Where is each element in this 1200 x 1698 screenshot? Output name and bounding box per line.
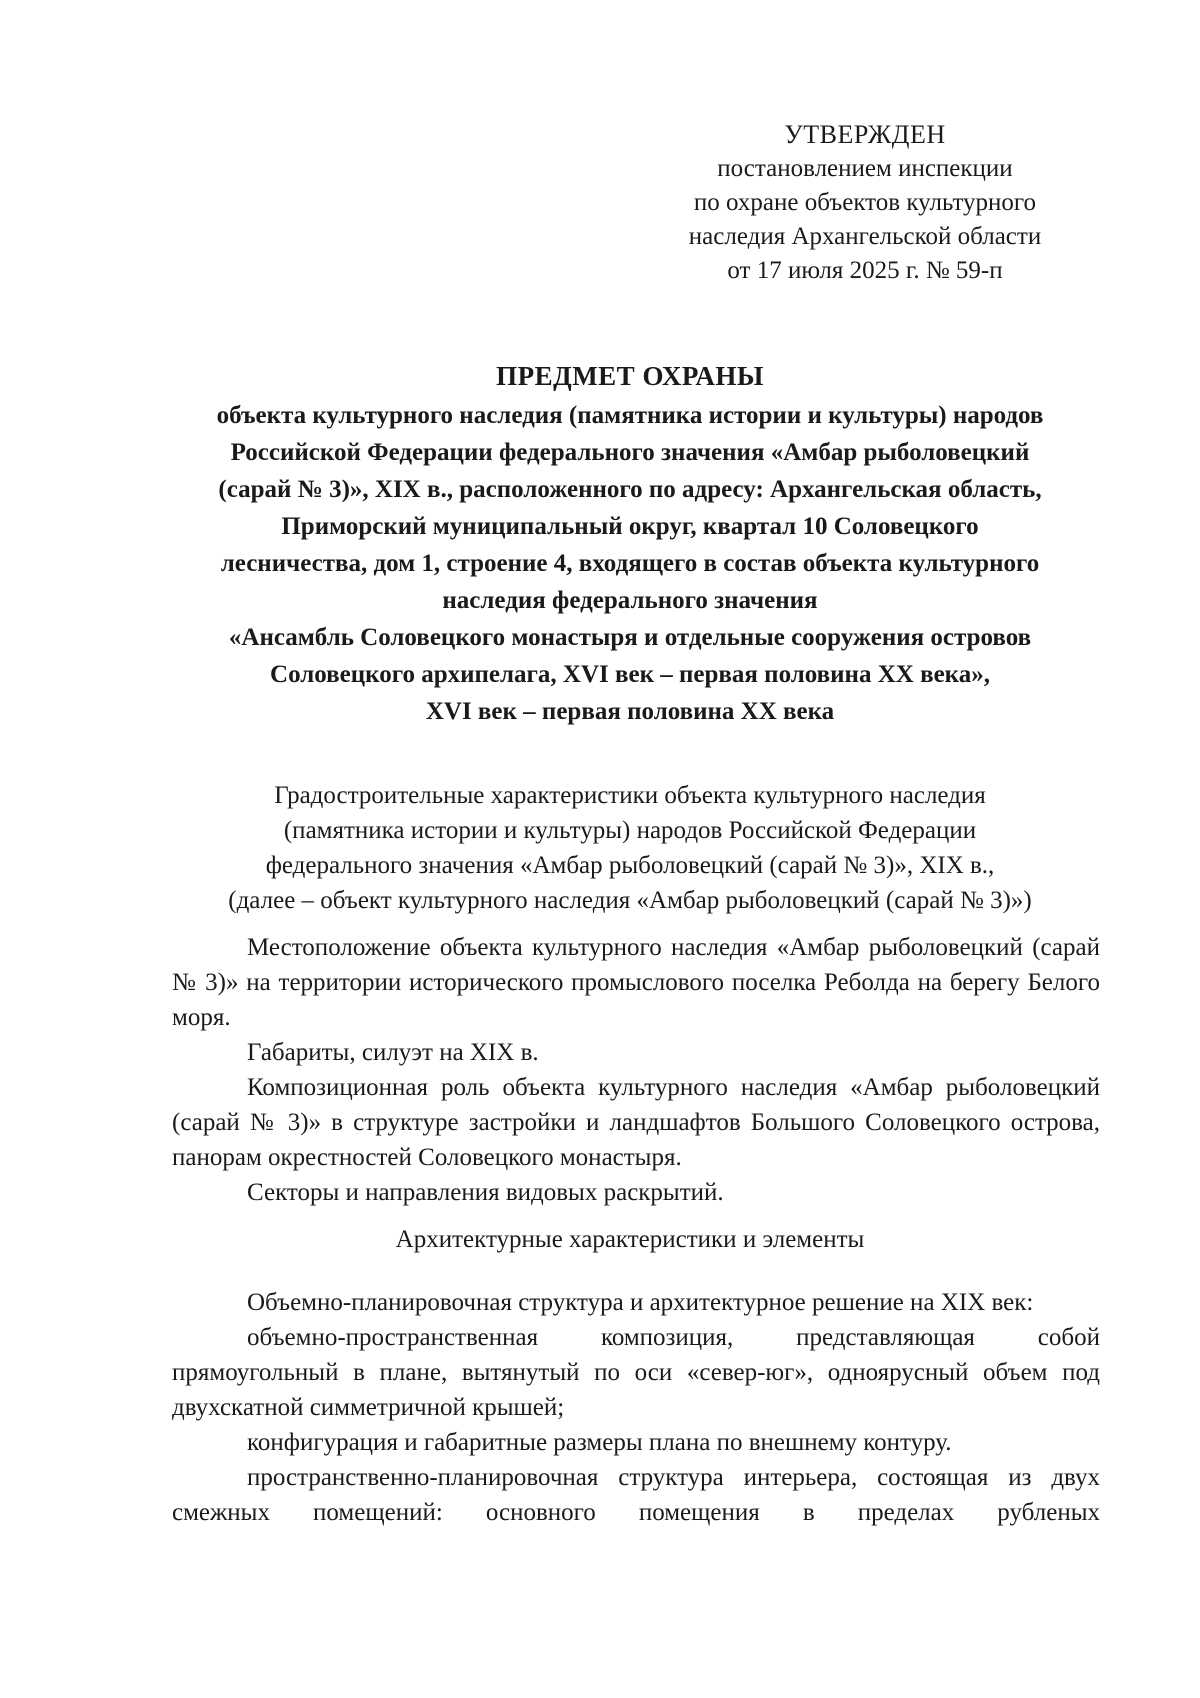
- paragraph: Местоположение объекта культурного наследия «Амбар рыболовецкий (сарай № 3)» на территории исторического промыслового поселка Реболда на берегу Белого моря.: [172, 934, 1100, 1031]
- urban-section-body: [172, 930, 1100, 1210]
- approval-line: постановлением инспекции: [717, 155, 1013, 182]
- heading-line: «Ансамбль Соловецкого монастыря и отдельные сооружения островов: [228, 624, 1032, 651]
- heading-line: (сарай № 3)», XIX в., расположенного по адресу: Архангельская область,: [218, 476, 1042, 503]
- approval-line: от 17 июля 2025 г. № 59-п: [727, 257, 1003, 284]
- approval-block: [640, 118, 1090, 288]
- paragraph: Объемно-планировочная структура и архитектурное решение на XIX век:: [247, 1289, 1034, 1316]
- approval-line: наследия Архангельской области: [688, 223, 1042, 250]
- paragraph: объемно-пространственная композиция, представляющая собой прямоугольный в плане, вытянутый по оси «север-юг», одноярусный объем под двухскатной симметричной крышей;: [172, 1324, 1100, 1421]
- heading-line: лесничества, дом 1, строение 4, входящего в состав объекта культурного: [220, 550, 1040, 577]
- paragraph: пространственно-планировочная структура интерьера, состоящая из двух смежных помещений: основного помещения в пределах рубленых: [172, 1464, 1100, 1526]
- paragraph: Композиционная роль объекта культурного наследия «Амбар рыболовецкий (сарай № 3)» в структуре застройки и ландшафтов Большого Соловецкого острова, панорам окрестностей Соловецкого монастыря.: [172, 1074, 1100, 1171]
- paragraph: конфигурация и габаритные размеры плана по внешнему контуру.: [247, 1429, 952, 1456]
- heading-line: Приморский муниципальный округ, квартал 10 Соловецкого: [281, 513, 979, 540]
- section-heading-line: (памятника истории и культуры) народов Российской Федерации: [283, 817, 977, 844]
- heading-line: Российской Федерации федерального значения «Амбар рыболовецкий: [230, 439, 1030, 466]
- heading-line: XVI век – первая половина XX века: [425, 698, 835, 725]
- section-heading-line: (далее – объект культурного наследия «Амбар рыболовецкий (сарай № 3)»): [228, 887, 1032, 914]
- approval-title: УТВЕРЖДЕН: [784, 120, 946, 149]
- paragraph: Секторы и направления видовых раскрытий.: [247, 1179, 724, 1206]
- architectural-section-heading: Архитектурные характеристики и элементы: [395, 1226, 865, 1253]
- urban-section-heading: [160, 778, 1100, 918]
- heading-line: наследия федерального значения: [442, 587, 818, 614]
- section-heading-line: федерального значения «Амбар рыболовецкий (сарай № 3)», XIX в.,: [265, 852, 995, 879]
- heading-line: объекта культурного наследия (памятника истории и культуры) народов: [216, 402, 1044, 429]
- document-title: ПРЕДМЕТ ОХРАНЫ: [496, 361, 764, 391]
- document-heading: [160, 358, 1100, 730]
- architectural-section-body: [172, 1285, 1100, 1530]
- section-heading-line: Градостроительные характеристики объекта культурного наследия: [274, 782, 986, 809]
- paragraph: Габариты, силуэт на XIX в.: [247, 1039, 539, 1066]
- heading-line: Соловецкого архипелага, XVI век – первая половина XX века»,: [270, 661, 990, 688]
- approval-line: по охране объектов культурного: [693, 189, 1037, 216]
